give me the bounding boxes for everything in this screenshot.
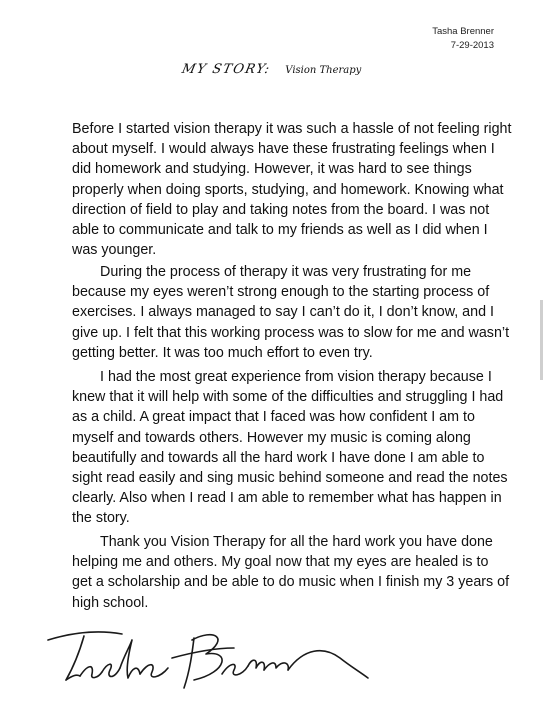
paragraph-4-text: Thank you Vision Therapy for all the hard work you have done helping me and others. My goal now that my eyes are healed is to get a scholarship and be able to do music when I finish my 3 years of high school. xyxy=(72,534,510,611)
author-name: Tasha Brenner xyxy=(432,26,494,37)
paragraph-1 xyxy=(72,119,512,260)
paragraph-2-text: During the process of therapy it was very frustrating for me because my eyes weren’t strong enough to the starting process of exercises. I always managed to say I can’t do it, I don’t know, and I give up. I felt that this working process was to slow for me and wasn’t getting better. It was too much effort to even try. xyxy=(72,264,510,361)
handwritten-signature xyxy=(44,618,374,698)
page-title xyxy=(0,58,543,77)
paragraph-3-text: I had the most great experience from vision therapy because I knew that it will help with some of the difficulties and struggling I had as a child. A great impact that I faced was how confident I am to myself and towards others. However my music is coming along beautifully and towards all the hard work I have done I am able to sight read easily and sing music behind someone and read the notes clearly. Also when I read I am able to remember what has happen in the story. xyxy=(72,369,508,527)
title-subtitle: Vision Therapy xyxy=(285,65,362,76)
paragraph-2 xyxy=(72,262,512,363)
title-main: MY STORY: xyxy=(180,62,272,77)
letter-date: 7-29-2013 xyxy=(450,40,494,51)
paragraph-3 xyxy=(72,367,512,529)
paragraph-1-text: Before I started vision therapy it was such a hassle of not feeling right about myself. I would always have these frustrating feelings when I did homework and studying. However, it was hard to see things properly when doing sports, studying, and homework. Knowing what direction of field to play and taking notes from the board. I was not able to communicate and talk to my friends as well as I did when I was younger. xyxy=(72,121,512,259)
paragraph-4 xyxy=(72,532,512,613)
